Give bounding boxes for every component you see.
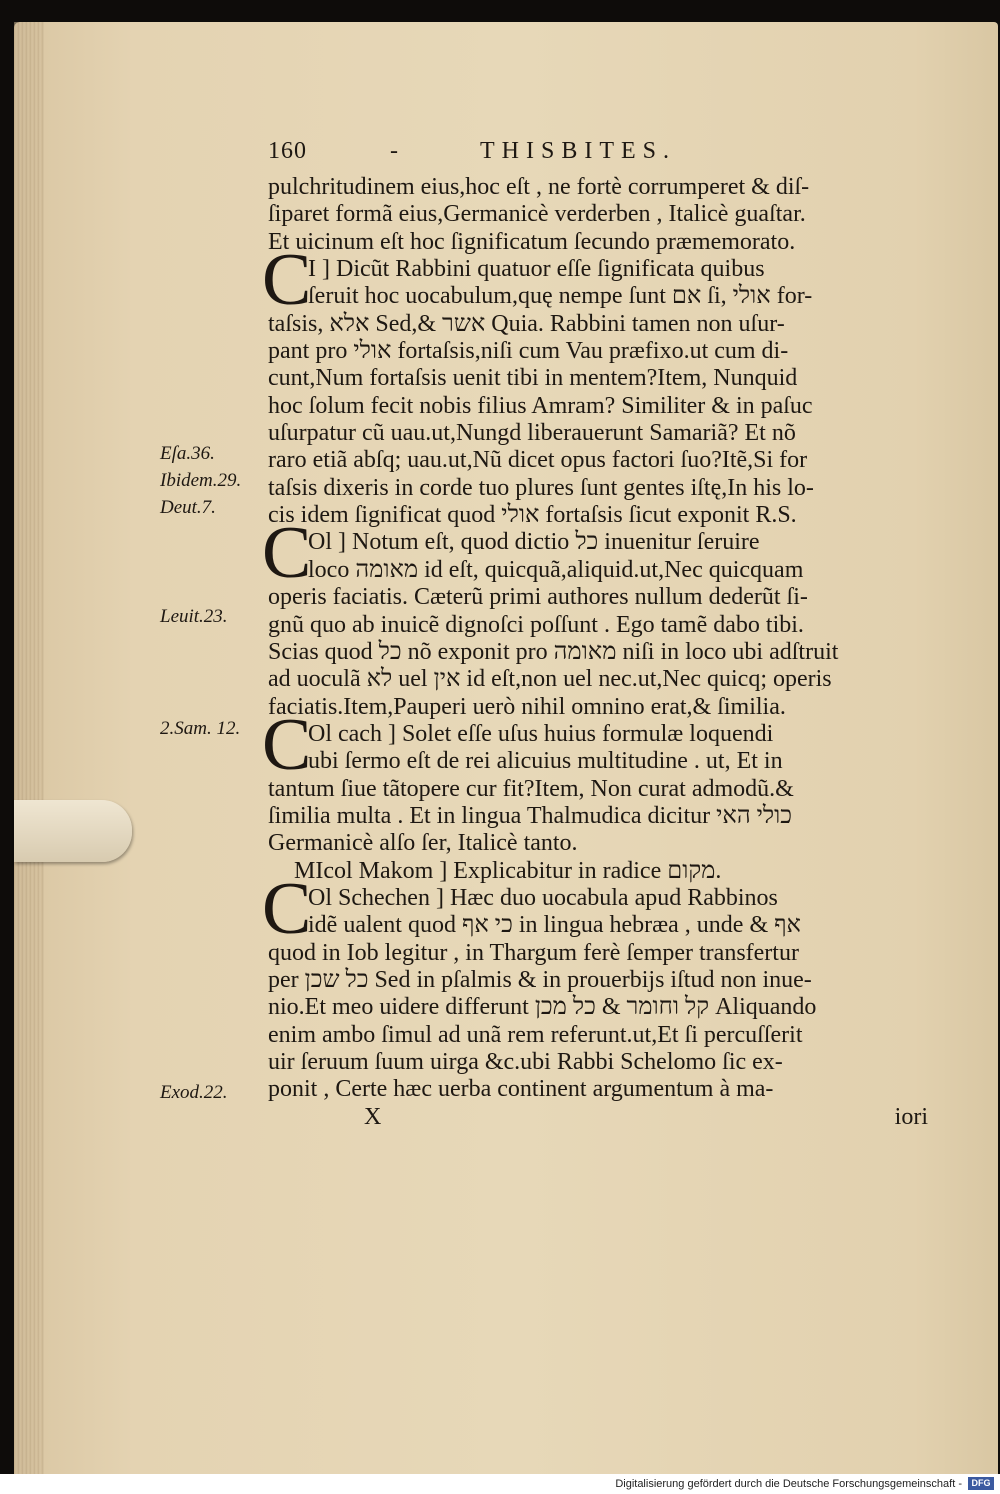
text-line (268, 365, 928, 392)
text-line (268, 1022, 928, 1049)
text-line (268, 830, 928, 857)
text-line (268, 174, 928, 201)
footer-credit: Digitalisierung gefördert durch die Deutsche Forschungsgemeinschaft - (615, 1478, 962, 1490)
drop-cap: C (262, 703, 312, 786)
page-edges (14, 22, 44, 1474)
text-line (268, 229, 928, 256)
line-text: operis faciatis. Cæterũ primi authores nullum dederũt ſi- (268, 584, 808, 611)
drop-cap: C (262, 239, 312, 322)
text-line (268, 475, 928, 502)
line-text: ad uoculã לא uel אין id eſt,non uel nec.ut,Nec quicq; operis (268, 666, 832, 693)
line-text: enim ambo ſimul ad unã rem referunt.ut,Et ſi percuſſerit (268, 1021, 803, 1048)
line-text: tantum ſiue tãtopere cur fit?Item, Non curat admodũ.& (268, 775, 794, 802)
text-line (268, 694, 928, 721)
line-text: Et uicinum eſt hoc ſignificatum ſecundo præmemorato. (268, 228, 796, 255)
line-text: cunt,Num fortaſsis uenit tibi in mentem?Item, Nunquid (268, 365, 798, 392)
text-line (268, 393, 928, 420)
line-text: ubi ſermo eſt de rei alicuius multitudine . ut, Et in (308, 748, 783, 775)
text-line (268, 557, 928, 584)
text-line (268, 803, 928, 830)
margin-note: Deut.7. (160, 497, 216, 518)
text-line (268, 201, 928, 228)
text-line (268, 584, 928, 611)
drop-cap: C (262, 512, 312, 595)
text-line (268, 639, 928, 666)
line-text: cis idem ſignificat quod אולי fortaſsis ſicut exponit R.S. (268, 502, 797, 529)
page-number: 160 (268, 138, 307, 164)
line-text: gnũ quo ab inuicẽ dignoſci poſſunt . Ego tamẽ dabo tibi. (268, 611, 804, 638)
running-head (268, 138, 928, 172)
line-text: taſsis, אלא Sed,& אשר Quia. Rabbini tamen non uſur- (268, 310, 785, 337)
margin-note: 2.Sam. 12. (160, 718, 241, 739)
line-text: idẽ ualent quod כי אף in lingua hebræa , unde & אף (308, 912, 801, 939)
body-text (262, 174, 928, 1131)
line-text: Germanicè alſo ſer, Italicè tanto. (268, 830, 578, 857)
text-line (268, 1049, 928, 1076)
margin-note: Eſa.36. (160, 443, 215, 464)
drop-cap: C (262, 867, 312, 950)
line-text: Ol cach ] Solet eſſe uſus huius formulæ loquendi (308, 720, 774, 747)
text-line (268, 338, 928, 365)
catchline (268, 1104, 928, 1131)
margin-note: Ibidem.29. (160, 470, 242, 491)
catchword: iori (894, 1103, 928, 1130)
line-text: per כל שכן Sed in pſalmis & in prouerbijs iſtud non inue- (268, 966, 812, 993)
text-line (268, 912, 928, 939)
line-text: quod in Iob legitur , in Thargum ferè ſemper transfertur (268, 939, 799, 966)
text-line (268, 994, 928, 1021)
text-line (268, 967, 928, 994)
text-line (268, 311, 928, 338)
text-line (268, 940, 928, 967)
text-line (268, 666, 928, 693)
dfg-logo: DFG (968, 1477, 994, 1490)
line-text: ſiparet formã eius,Germanicè verderben , Italicè guaſtar. (268, 201, 806, 228)
line-text: taſsis dixeris in corde tuo plures ſunt gentes iſtę,In his lo- (268, 474, 814, 501)
text-line (268, 1076, 928, 1103)
line-text: MIcol Makom ] Explicabitur in radice מקום. (294, 857, 722, 884)
line-text: faciatis.Item,Pauperi uerò nihil omnino erat,& ſimilia. (268, 693, 786, 720)
text-line (268, 748, 928, 775)
head-separator: - (390, 138, 399, 164)
text-line (268, 420, 928, 447)
line-text: uſurpatur cũ uau.ut,Nungd liberauerunt Samariã? Et nõ (268, 420, 796, 447)
signature-mark: X (364, 1103, 382, 1130)
line-text: pant pro אולי fortaſsis,niſi cum Vau præfixo.ut cum di- (268, 338, 789, 365)
text-line (268, 612, 928, 639)
paper-bookmark (14, 800, 132, 862)
line-text: nio.Et meo uidere differunt קל וחומר & כל מכן Aliquando (268, 994, 817, 1021)
text-line (268, 858, 928, 885)
footer-bar (0, 1474, 1000, 1494)
line-text: hoc ſolum fecit nobis filius Amram? Similiter & in paſuc (268, 392, 813, 419)
line-text: Ol ] Notum eſt, quod dictio כל inuenitur ſeruire (308, 529, 760, 556)
line-text: uir ſeruum ſuum uirga &c.ubi Rabbi Schelomo ſic ex- (268, 1049, 783, 1075)
text-line (268, 283, 928, 310)
line-text: pulchritudinem eius,hoc eſt , ne fortè corrumperet & diſ- (268, 174, 810, 200)
line-text: Ol Schechen ] Hæc duo uocabula apud Rabbinos (308, 884, 778, 911)
line-text: Scias quod כל nõ exponit pro מאומה niſi in loco ubi adſtruit (268, 638, 839, 665)
margin-note: Exod.22. (160, 1082, 228, 1103)
margin-note: Leuit.23. (160, 606, 228, 627)
running-title: THISBITES. (480, 138, 676, 164)
line-text: ponit , Certe hæc uerba continent argumentum à ma- (268, 1076, 774, 1103)
line-text: raro etiã abſq; uau.ut,Nũ dicet opus factori ſuo?Itẽ,Si for (268, 447, 808, 474)
text-line (268, 776, 928, 803)
line-text: I ] Dicũt Rabbini quatuor eſſe ſignificata quibus (308, 256, 765, 283)
line-text: ſeruit hoc uocabulum,quę nempe ſunt אם ſi, אולי for- (308, 283, 813, 310)
line-text: ſimilia multa . Et in lingua Thalmudica dicitur כולי האי (268, 802, 793, 829)
line-text: loco מאומה id eſt, quicquã,aliquid.ut,Nec quicquam (308, 556, 804, 583)
text-line (268, 502, 928, 529)
text-line (268, 447, 928, 474)
